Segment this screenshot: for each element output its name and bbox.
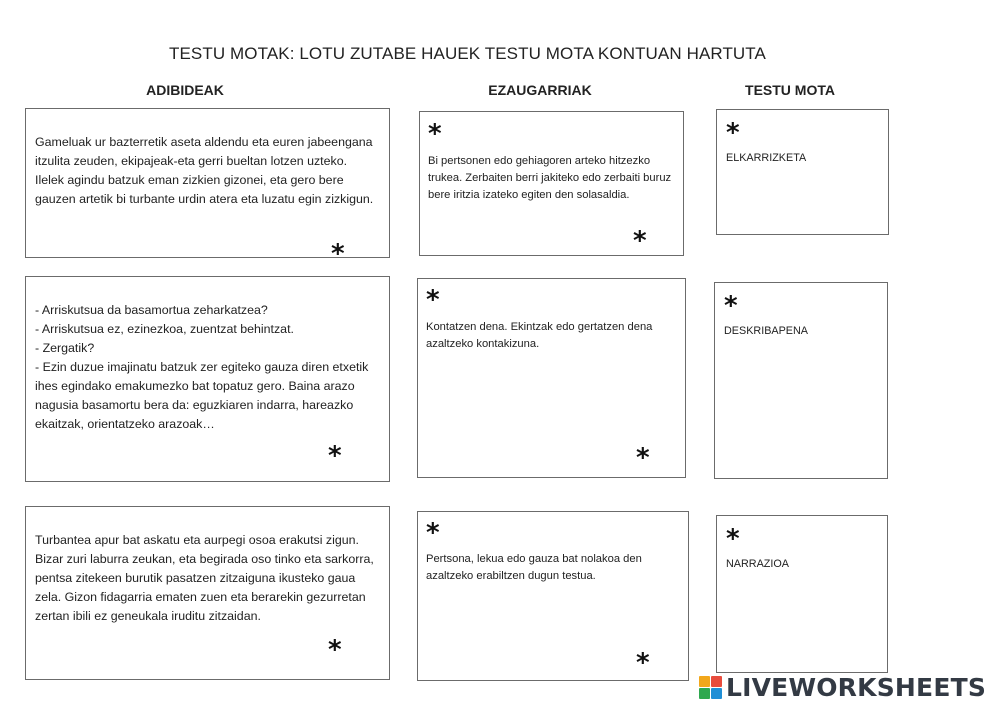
- match-point-type-3[interactable]: *: [726, 524, 740, 554]
- feature-box-1: [419, 111, 684, 256]
- example-2-line-3: - Zergatik?: [35, 341, 95, 355]
- type-box-1: [716, 109, 889, 235]
- type-box-3: [716, 515, 888, 673]
- feature-text-2: Kontatzen dena. Ekintzak edo gertatzen dena azaltzeko kontakizuna.: [426, 321, 653, 350]
- column-header-types: TESTU MOTA: [745, 82, 835, 98]
- match-point-feature-2-left[interactable]: *: [426, 285, 440, 315]
- logo-text: LIVEWORKSHEETS: [726, 672, 987, 702]
- match-point-example-2[interactable]: *: [328, 441, 342, 471]
- liveworksheets-logo-icon: [699, 676, 722, 699]
- type-label-3: NARRAZIOA: [726, 558, 789, 570]
- example-2-line-1: - Arriskutsua da basamortua zeharkatzea?: [35, 303, 268, 317]
- feature-text-3: Pertsona, lekua edo gauza bat nolakoa den azaltzeko erabiltzen dugun testua.: [426, 553, 642, 582]
- example-text-3: [35, 531, 379, 626]
- liveworksheets-logo: [699, 672, 986, 702]
- example-box-3: [25, 506, 390, 680]
- match-point-feature-1-right[interactable]: *: [633, 226, 647, 256]
- feature-text-1: Bi pertsonen edo gehiagoren arteko hitzezko trukea. Zerbaiten berri jakiteko edo zerbaiti buruz bere iritzia izateko egiten den solasaldia.: [428, 155, 672, 201]
- example-1-line-1: Gameluak ur bazterretik aseta aldendu eta euren jabeengana itzulita zeuden, ekipajeak-eta gerri bueltan lotzen uzteko. Ilelek agindu batzuk eman zizkien gizonei, eta gero bere gauzen artetik bi turbante urdin atera eta luzatu egin zizkigun.: [35, 135, 374, 206]
- type-box-2: [714, 282, 888, 479]
- match-point-feature-3-left[interactable]: *: [426, 518, 440, 548]
- type-label-2: DESKRIBAPENA: [724, 325, 809, 337]
- logo-square-4: [711, 688, 722, 699]
- match-point-feature-3-right[interactable]: *: [636, 648, 650, 678]
- match-point-feature-2-right[interactable]: *: [636, 443, 650, 473]
- match-point-example-1[interactable]: *: [331, 239, 345, 269]
- match-point-example-3[interactable]: *: [328, 635, 342, 665]
- type-label-1: ELKARRIZKETA: [726, 152, 807, 164]
- match-point-type-1[interactable]: *: [726, 118, 740, 148]
- match-point-feature-1-left[interactable]: *: [428, 119, 442, 149]
- example-box-2: [25, 276, 390, 482]
- example-2-line-4: - Ezin duzue imajinatu batzuk zer egiteko gauza diren etxetik ihes egindako emakumezko bat topatuz gero. Baina arazo nagusia basamortu bera da: eguzkiaren indarra, hareazko ekaitzak, orientatzeko arazoak…: [35, 360, 369, 431]
- example-text-1: [35, 133, 379, 209]
- logo-square-3: [699, 688, 710, 699]
- example-3-line-1: Turbantea apur bat askatu eta aurpegi osoa erakutsi zigun. Bizar zuri laburra zeukan, eta begirada oso tinko eta sarkorra, pentsa zitekeen burutik pasatzen zitzaiguna ikusteko gaua zela. Gizon fidagarria ematen zuen eta berarekin gezurretan zertan ibili ez geneukala iruditu zitzaidan.: [35, 533, 374, 623]
- column-header-features: EZAUGARRIAK: [488, 82, 592, 98]
- logo-square-1: [699, 676, 710, 687]
- feature-box-2: [417, 278, 686, 478]
- match-point-type-2[interactable]: *: [724, 291, 738, 321]
- feature-box-3: [417, 511, 689, 681]
- example-box-1: [25, 108, 390, 269]
- example-2-line-2: - Arriskutsua ez, ezinezkoa, zuentzat behintzat.: [35, 322, 294, 336]
- example-text-2: [35, 301, 379, 434]
- page-title: TESTU MOTAK: LOTU ZUTABE HAUEK TESTU MOTA KONTUAN HARTUTA: [169, 44, 766, 63]
- logo-square-2: [711, 676, 722, 687]
- column-header-examples: ADIBIDEAK: [146, 82, 224, 98]
